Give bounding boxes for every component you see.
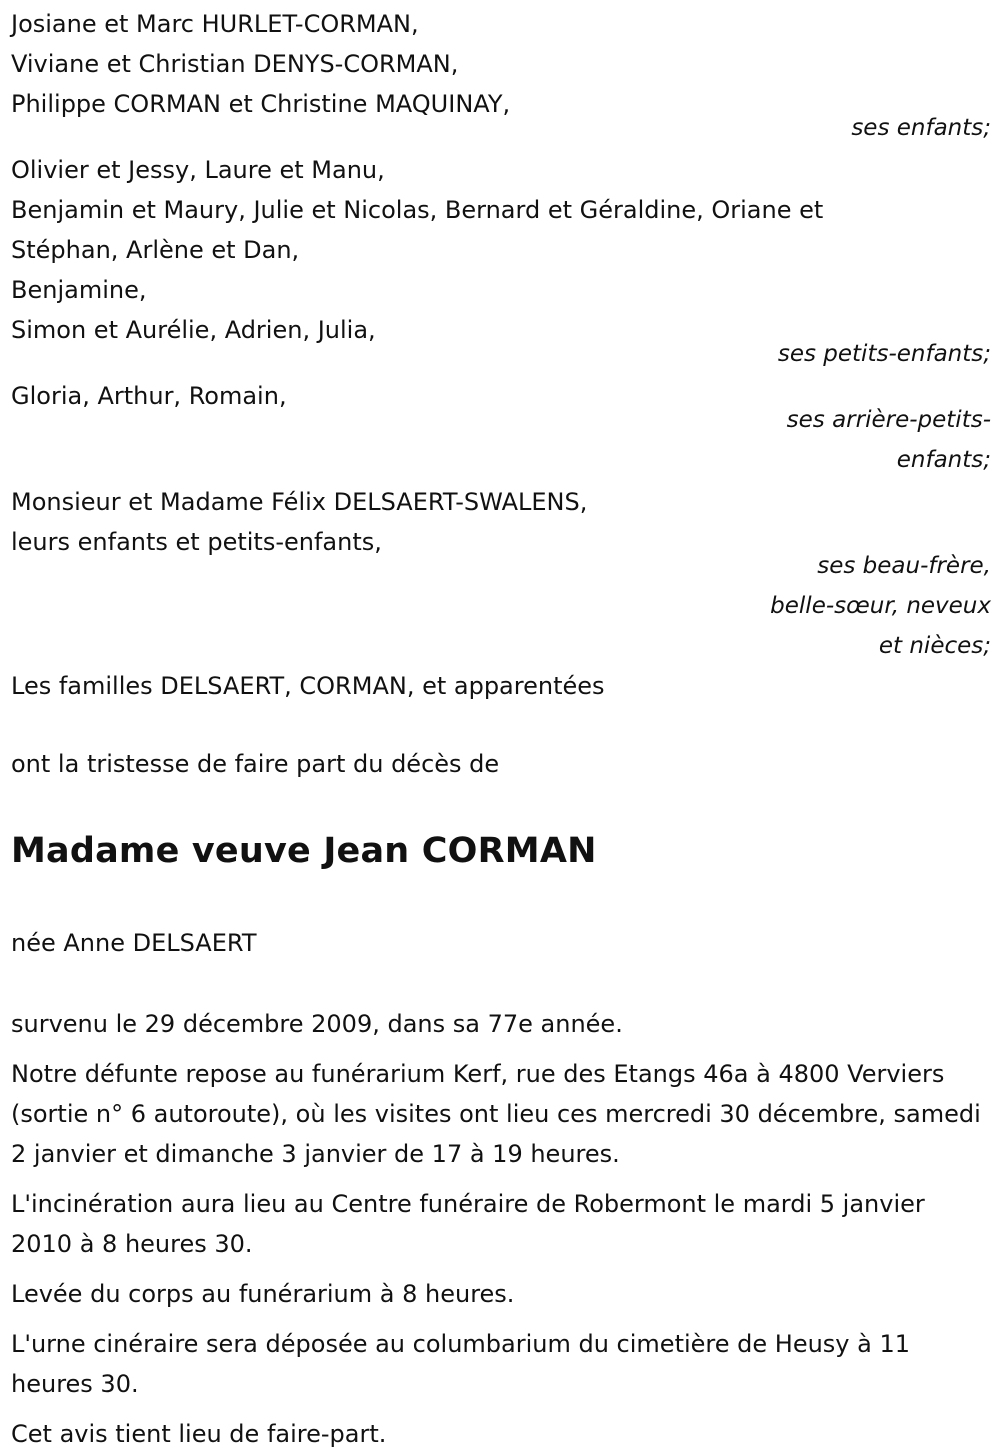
family-line: Olivier et Jessy, Laure et Manu, (11, 156, 385, 184)
announcement-text: ont la tristesse de faire part du décès de (11, 750, 500, 778)
relation-label-in-laws: et nièces; (878, 633, 991, 659)
body-removal-paragraph: Levée du corps au funérarium à 8 heures. (11, 1280, 515, 1308)
relation-label-in-laws: belle-sœur, neveux (770, 593, 991, 619)
relation-label-grandchildren: ses petits-enfants; (777, 341, 991, 367)
family-line: Gloria, Arthur, Romain, (11, 382, 287, 410)
relation-label-in-laws: ses beau-frère, (817, 553, 991, 579)
relation-label-great-grandchildren: ses arrière-petits- (786, 407, 991, 433)
great-grandchildren-section (11, 376, 991, 480)
family-line: Josiane et Marc HURLET-CORMAN, (11, 10, 419, 38)
family-line: Viviane et Christian DENYS-CORMAN, (11, 50, 459, 78)
death-info: survenu le 29 décembre 2009, dans sa 77e année. (11, 1010, 623, 1038)
urn-paragraph: L'urne cinéraire sera déposée au columbarium du cimetière de Heusy à 11 heures 30. (11, 1330, 911, 1398)
family-line: Benjamine, (11, 276, 147, 304)
children-section (11, 4, 991, 148)
relation-label-children: ses enfants; (851, 115, 991, 141)
funerarium-paragraph: Notre défunte repose au funérarium Kerf, rue des Etangs 46a à 4800 Verviers (sortie n° 6 autoroute), où les visites ont lieu ces mercredi 30 décembre, samedi 2 janvier et dimanche 3 janvier de 17 à 19 heures. (11, 1060, 981, 1168)
family-line: Philippe CORMAN et Christine MAQUINAY, (11, 90, 511, 118)
family-line: Monsieur et Madame Félix DELSAERT-SWALENS, (11, 488, 588, 516)
family-line: leurs enfants et petits-enfants, (11, 528, 382, 556)
deceased-name: Madame veuve Jean CORMAN (11, 831, 597, 871)
relation-label-great-grandchildren: enfants; (896, 447, 991, 473)
maiden-name: née Anne DELSAERT (11, 929, 257, 957)
cremation-paragraph: L'incinération aura lieu au Centre funéraire de Robermont le mardi 5 janvier 2010 à 8 heures 30. (11, 1190, 925, 1258)
family-line: Simon et Aurélie, Adrien, Julia, (11, 316, 376, 344)
in-laws-section (11, 482, 991, 666)
family-line: Benjamin et Maury, Julie et Nicolas, Bernard et Géraldine, Oriane et Stéphan, Arlène et Dan, (11, 196, 824, 264)
closing-paragraph: Cet avis tient lieu de faire-part. (11, 1420, 387, 1448)
grandchildren-section (11, 150, 991, 374)
families-line: Les familles DELSAERT, CORMAN, et apparentées (11, 672, 605, 700)
